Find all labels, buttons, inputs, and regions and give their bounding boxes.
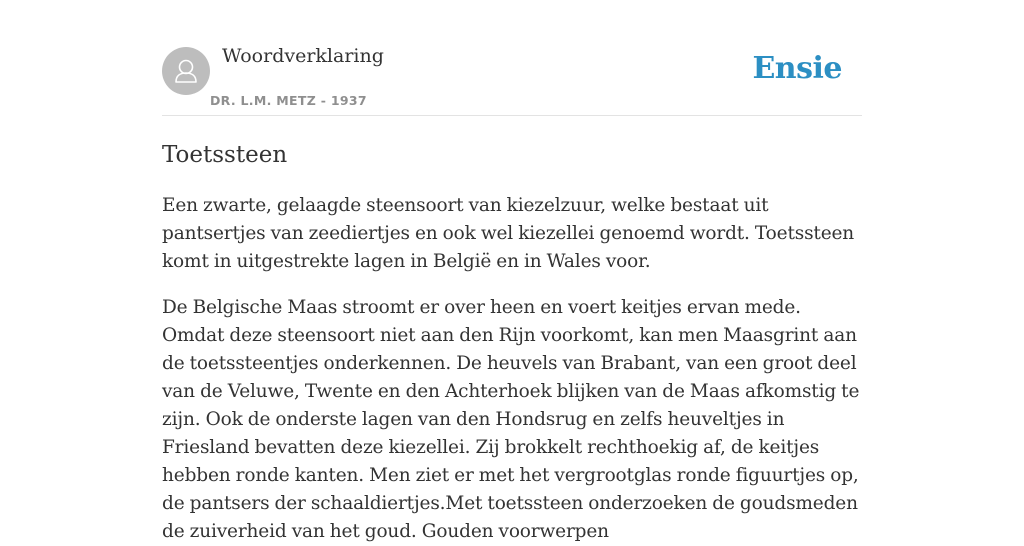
source-author: DR. L.M. METZ - 1937	[210, 93, 367, 108]
article-page	[162, 0, 862, 542]
user-icon	[162, 47, 210, 95]
entry-title: Toetssteen	[162, 142, 288, 168]
avatar[interactable]	[162, 47, 210, 95]
brand-logo[interactable]: Ensie	[752, 51, 842, 86]
source-header	[162, 0, 862, 116]
entry-paragraph: De Belgische Maas stroomt er over heen en voert keitjes ervan mede. Omdat deze steensoort niet aan den Rijn voorkomt, kan men Maasgrint aan de toetssteentjes onderkennen. De heuvels van Brabant, van een groot deel van de Veluwe, Twente en den Achterhoek blijken van de Maas afkomstig te zijn. Ook de onderste lagen van den Hondsrug en zelfs heuveltjes in Friesland bevatten deze kiezellei. Zij brokkelt rechthoekig af, de keitjes hebben ronde kanten. Men ziet er met het vergrootglas ronde figuurtjes op, de pantsers der schaaldiertjes.Met toetssteen onderzoeken de goudsmeden de zuiverheid van het goud. Gouden voorwerpen	[162, 297, 860, 542]
entry-paragraph: Een zwarte, gelaagde steensoort van kiezelzuur, welke bestaat uit pantsertjes van zeediertjes en ook wel kiezellei genoemd wordt. Toetssteen komt in uitgestrekte lagen in België en in Wales voor.	[162, 195, 855, 272]
source-title[interactable]: Woordverklaring	[222, 45, 384, 67]
